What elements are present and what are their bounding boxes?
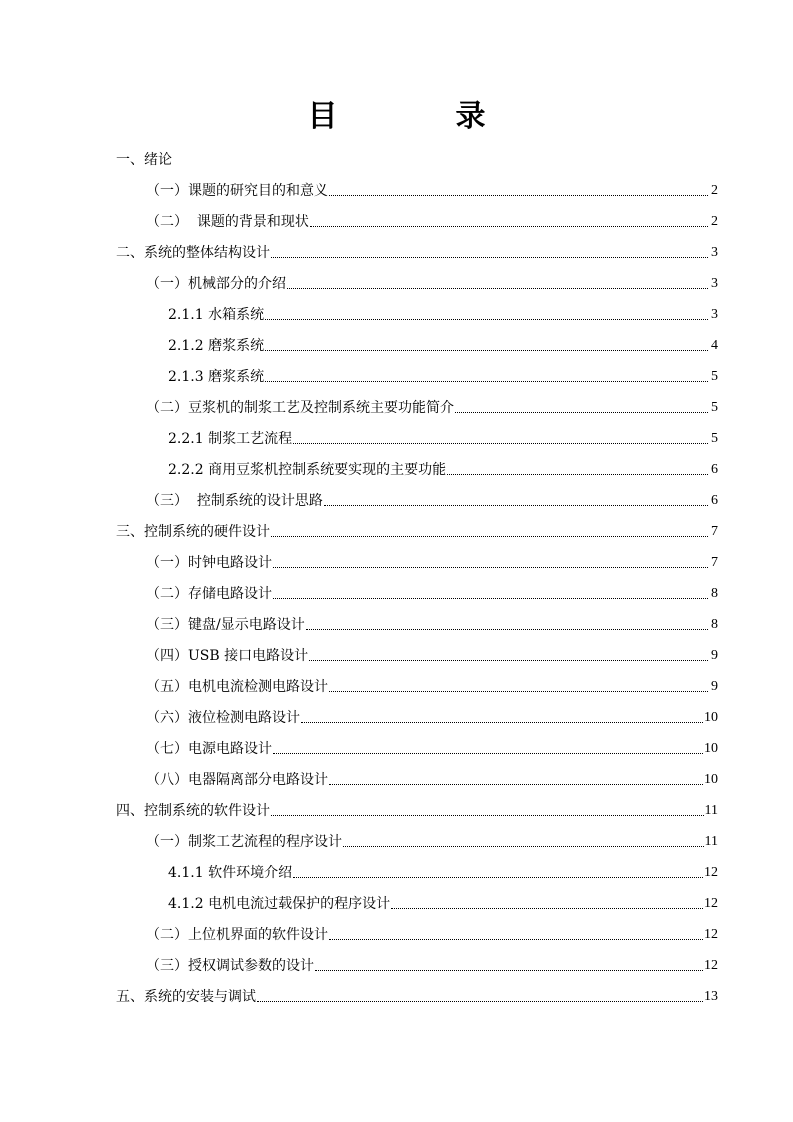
dot-leader [273,566,708,568]
toc-entry-title: 4.1.2 电机电流过载保护的程序设计 [168,896,391,912]
toc-entry-page-number: 8 [711,617,718,632]
toc-entry[interactable] [146,202,718,232]
toc-entry-page-number: 4 [711,338,718,353]
toc-entry-title: （二）存储电路设计 [146,586,272,602]
toc-entry[interactable] [146,915,718,945]
toc-entry-page-number: 10 [704,710,718,725]
toc-entry-title: （二）上位机界面的软件设计 [146,927,328,943]
toc-entry[interactable] [116,791,718,821]
toc-entry-title: （五）电机电流检测电路设计 [146,679,328,695]
toc-entry[interactable] [168,450,718,480]
toc-entry-title: 三、控制系统的硬件设计 [116,524,270,540]
toc-entry-title: 2.1.1 水箱系统 [168,307,265,323]
toc-entry-page-number: 9 [711,679,718,694]
toc-entry-title: （七）电源电路设计 [146,741,272,757]
toc-entry[interactable] [168,326,718,356]
page-title: 目 录 [307,99,530,134]
dot-leader [287,287,708,289]
toc-entry-title: （二） 课题的背景和现状 [146,214,309,230]
toc-entry-page-number: 2 [711,214,718,229]
toc-entry-title: 2.2.1 制浆工艺流程 [168,431,293,447]
toc-entry[interactable] [168,884,718,914]
toc-entry-page-number: 12 [704,896,718,911]
toc-entry-title: 2.2.2 商用豆浆机控制系统要实现的主要功能 [168,462,447,478]
toc-entry-title: （一）课题的研究目的和意义 [146,183,328,199]
dot-leader [265,318,708,320]
toc-entry-page-number: 10 [704,772,718,787]
toc-entry[interactable] [168,357,718,387]
toc-entry-page-number: 3 [711,307,718,322]
toc-entry-page-number: 12 [704,865,718,880]
toc-entry[interactable] [146,605,718,635]
toc-entry-title: （三）授权调试参数的设计 [146,958,314,974]
dot-leader [455,411,708,413]
toc-entry-title: （四）USB 接口电路设计 [146,648,309,664]
toc-entry-page-number: 3 [711,276,718,291]
dot-leader [265,349,708,351]
toc-entry-page-number: 11 [704,803,718,818]
toc-entry-page-number: 10 [704,741,718,756]
toc-entry-title: 4.1.1 软件环境介绍 [168,865,293,881]
toc-entry-title: 2.1.3 磨浆系统 [168,369,265,385]
dot-leader [271,535,708,537]
dot-leader [324,504,708,506]
dot-leader [273,597,708,599]
toc-entry-title: （八）电器隔离部分电路设计 [146,772,328,788]
toc-entry[interactable] [146,822,718,852]
dot-leader [447,473,708,475]
dot-leader [306,628,708,630]
dot-leader [257,1000,703,1002]
toc-entry-title: （三）键盘/显示电路设计 [146,617,305,633]
toc-entry-page-number: 13 [704,989,718,1004]
dot-leader [329,194,708,196]
toc-entry-page-number: 5 [711,400,718,415]
toc-entry[interactable] [146,667,718,697]
dot-leader [265,380,708,382]
toc-entry-page-number: 8 [711,586,718,601]
dot-leader [315,969,703,971]
toc-entry[interactable] [146,481,718,511]
toc-entry[interactable] [116,512,718,542]
dot-leader [273,752,703,754]
dot-leader [301,721,703,723]
dot-leader [343,845,704,847]
dot-leader [329,783,703,785]
dot-leader [310,225,708,227]
toc-entry[interactable] [146,264,718,294]
dot-leader [271,256,708,258]
toc-entry-title: 二、系统的整体结构设计 [116,245,270,261]
toc-entry-title: 一、绪论 [116,152,172,168]
toc-entry-page-number: 7 [711,524,718,539]
toc-entry-page-number: 11 [704,834,718,849]
toc-entry-title: 四、控制系统的软件设计 [116,803,270,819]
dot-leader [391,907,703,909]
toc-entry-page-number: 3 [711,245,718,260]
toc-entry[interactable] [146,574,718,604]
toc-entry[interactable] [146,698,718,728]
toc-entry-title: （一）制浆工艺流程的程序设计 [146,834,342,850]
toc-entry[interactable] [146,760,718,790]
dot-leader [293,876,703,878]
toc-entry-page-number: 12 [704,958,718,973]
dot-leader [329,938,703,940]
toc-entry[interactable] [116,233,718,263]
toc-entry[interactable] [168,295,718,325]
toc-entry-title: （三） 控制系统的设计思路 [146,493,323,509]
toc-entry-title: （六）液位检测电路设计 [146,710,300,726]
toc-entry-page-number: 9 [711,648,718,663]
dot-leader [293,442,708,444]
toc-entry[interactable] [116,140,718,170]
toc-entry-title: （二）豆浆机的制浆工艺及控制系统主要功能简介 [146,400,454,416]
toc-entry[interactable] [146,543,718,573]
dot-leader [271,814,704,816]
toc-entry[interactable] [146,729,718,759]
toc-entry[interactable] [146,946,718,976]
toc-entry-page-number: 5 [711,431,718,446]
dot-leader [309,659,708,661]
toc-entry[interactable] [116,977,718,1007]
toc-entry-page-number: 7 [711,555,718,570]
toc-entry-title: 2.1.2 磨浆系统 [168,338,265,354]
toc-entry[interactable] [146,636,718,666]
toc-entry-title: （一）时钟电路设计 [146,555,272,571]
toc-entry[interactable] [146,388,718,418]
toc-entry-page-number: 6 [711,493,718,508]
toc-entry[interactable] [168,853,718,883]
toc-entry-page-number: 2 [711,183,718,198]
toc-entry[interactable] [168,419,718,449]
dot-leader [329,690,708,692]
toc-entry-title: 五、系统的安装与调试 [116,989,256,1005]
toc-entry-page-number: 12 [704,927,718,942]
toc-entry-page-number: 6 [711,462,718,477]
toc-entry-page-number: 5 [711,369,718,384]
toc-entry-title: （一）机械部分的介绍 [146,276,286,292]
toc-entry[interactable] [146,171,718,201]
